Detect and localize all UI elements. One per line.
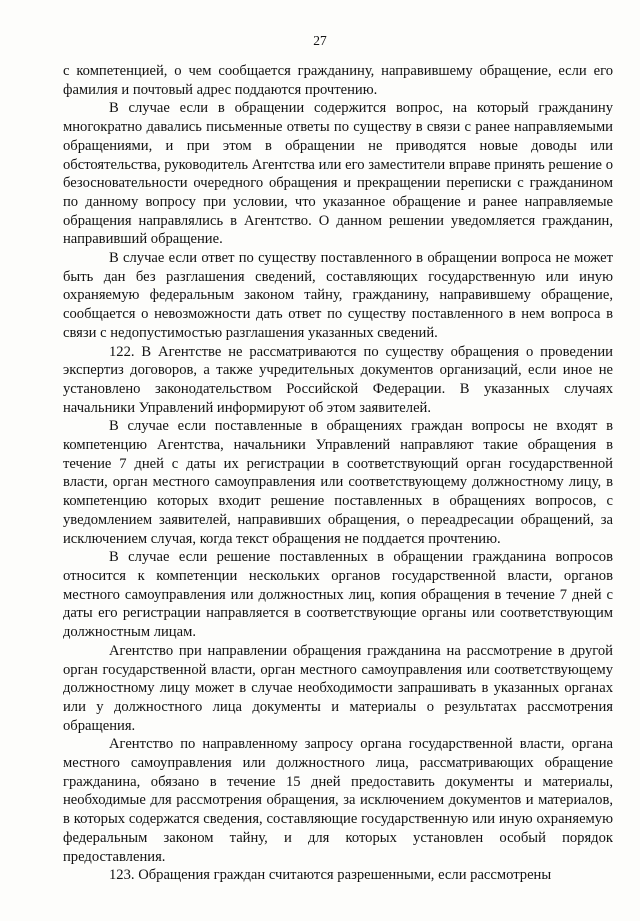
document-body: [63, 62, 613, 885]
paragraph: с компетенцией, о чем сообщается гражданину, направившему обращение, если его фамилия и почтовый адрес поддаются прочтению.: [63, 63, 613, 98]
paragraph: В случае если в обращении содержится вопрос, на который гражданину многократно давались письменные ответы по существу в связи с ранее направляемыми обращениями, и при этом в обращении не приводятся новые доводы или обстоятельства, руководитель Агентства или его заместители вправе принять решение о безосновательности очередного обращения и прекращении переписки с гражданином по данному вопросу при условии, что указанное обращение и ранее направляемые обращения направлялись в Агентство. О данном решении уведомляется гражданин, направивший обращение.: [63, 100, 613, 248]
paragraph: 123. Обращения граждан считаются разрешенными, если рассмотрены: [109, 867, 552, 884]
paragraph: Агентство при направлении обращения гражданина на рассмотрение в другой орган государственной власти, орган местного самоуправления или соответствующему должностному лицу может в случае необходимости запрашивать в указанных органах или у должностного лица документы и материалы о результатах рассмотрения обращения.: [63, 642, 613, 734]
page-number: 27: [313, 33, 327, 48]
paragraph: Агентство по направленному запросу органа государственной власти, органа местного самоуправления или должностного лица, рассматривающих обращение гражданина, обязано в течение 15 дней предоставить документы и материалы, необходимые для рассмотрения обращения, за исключением документов и материалов, в которых содержатся сведения, составляющие государственную или иную охраняемую федеральным законом тайну, и для которых установлен особый порядок предоставления.: [63, 736, 613, 865]
paragraph: В случае если поставленные в обращениях граждан вопросы не входят в компетенцию Агентства, начальники Управлений направляют такие обращения в течение 7 дней с даты их регистрации в соответствующий орган государственной власти, орган местного самоуправления или соответствующему должностному лицу, в компетенцию которых входит решение поставленных в обращениях вопросов, с уведомлением заявителей, направивших обращения, о переадресации обращений, за исключением случая, когда текст обращения не поддается прочтению.: [63, 418, 613, 547]
paragraph: В случае если решение поставленных в обращении гражданина вопросов относится к компетенции нескольких органов государственной власти, органов местного самоуправления или должностных лиц, копия обращения в течение 7 дней с даты его регистрации направляется в соответствующие органы или соответствующим должностным лицам.: [63, 549, 613, 641]
paragraph: В случае если ответ по существу поставленного в обращении вопроса не может быть дан без разглашения сведений, составляющих государственную или иную охраняемую федеральным законом тайну, гражданину, направившему обращение, сообщается о невозможности дать ответ по существу поставленного в нем вопроса в связи с недопустимостью разглашения указанных сведений.: [63, 250, 613, 341]
paragraph: 122. В Агентстве не рассматриваются по существу обращения о проведении экспертиз договоров, а также учредительных документов организаций, если иное не установлено законодательством Российской Федерации. В указанных случаях начальники Управлений информируют об этом заявителей.: [63, 343, 613, 416]
